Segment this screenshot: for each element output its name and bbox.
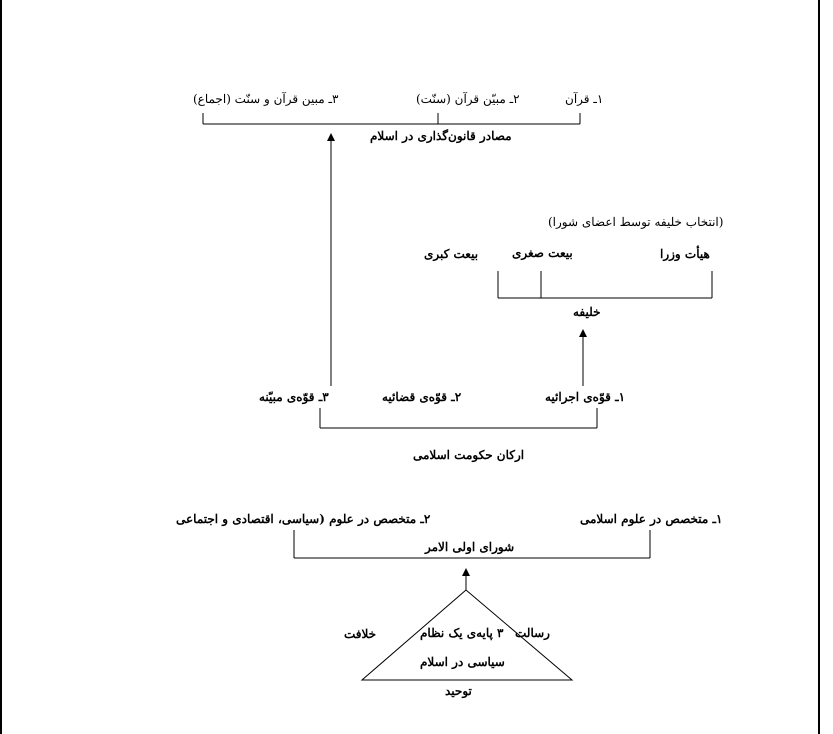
caliph-item-cabinet: هیأت وزرا [660,247,710,261]
caliph-item-major-pledge: بیعت کبری [424,247,479,261]
pillar-elucidating: ۳ـ قوّه‌ی مبیّنه [259,390,329,404]
caliph-title: خلیفه [573,305,601,319]
triangle-bottom-label: توحید [445,684,472,698]
source-item-quran: ۱ـ قرآن [565,92,604,106]
source-item-sunnah: ۲ـ مبیّن قرآن (سنّت) [416,92,520,106]
sources-title: مصادر قانون‌گذاری در اسلام [370,129,512,143]
triangle-left-label: خلافت [344,627,377,641]
pillars-title: ارکان حکومت اسلامی [413,448,525,462]
pillar-executive: ۱ـ قوّه‌ی اجرائیه [545,390,626,404]
triangle-center-line-1: ۳ پایه‌ی یک نظام [420,626,504,640]
triangle-right-label: رسالت [515,626,550,640]
source-item-ijma: ۳ـ مبین قرآن و سنّت (اجماع) [193,92,339,106]
pillar-judicial: ۲ـ قوّه‌ی قضائیه [382,390,462,404]
council-item-islamic: ۱ـ متخصص در علوم اسلامی [580,512,723,526]
council-title: شورای اولی الامر [425,540,515,554]
caliph-note: (انتخاب خلیفه توسط اعضای شورا) [548,215,724,229]
triangle-center-line-2: سیاسی در اسلام [420,655,505,669]
council-item-social-sciences: ۲ـ متخصص در علوم (سیاسی، اقتصادی و اجتماعی [176,512,431,526]
caliph-item-minor-pledge: بیعت صغری [512,246,573,260]
